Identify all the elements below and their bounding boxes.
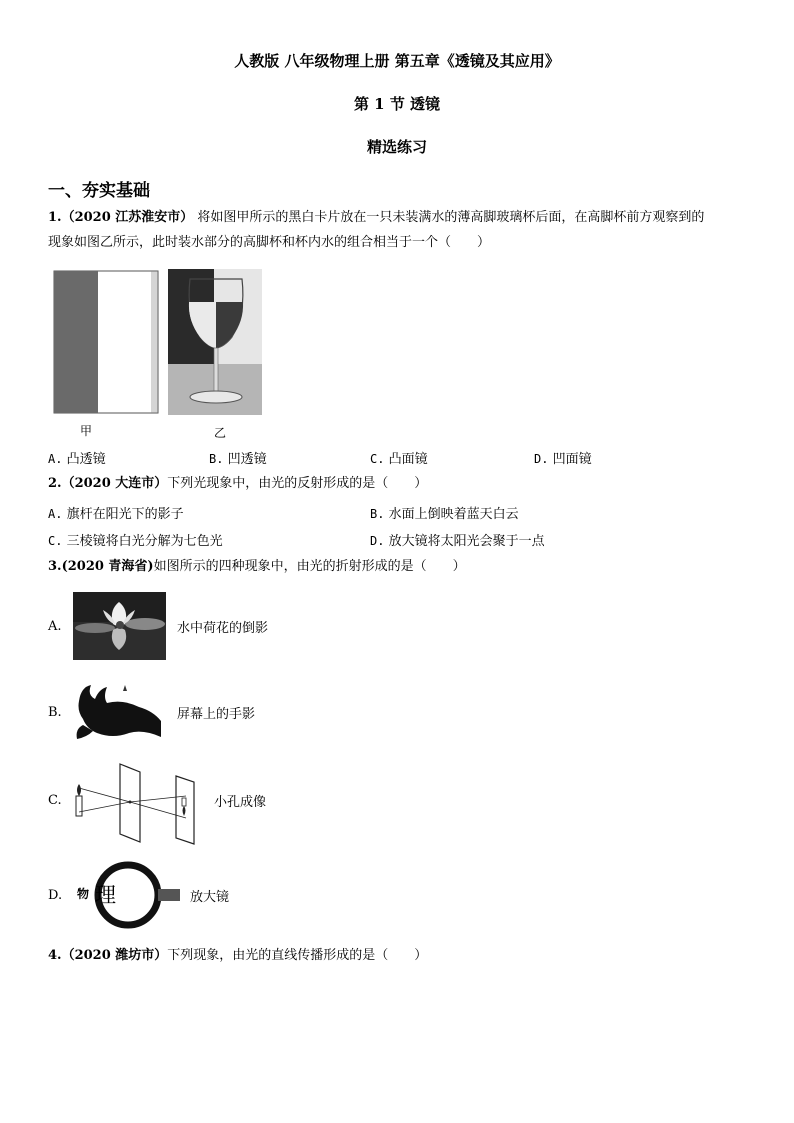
- question-text-line2: 现象如图乙所示，此时装水部分的高脚杯和杯内水的组合相当于一个（ ）: [48, 235, 491, 250]
- q3-option-b-letter[interactable]: B.: [48, 705, 62, 720]
- q1-option-b[interactable]: B. 凹透镜: [209, 452, 267, 467]
- question-number: 4.: [48, 948, 62, 963]
- question-source: （2020 潍坊市）: [61, 948, 168, 963]
- lotus-reflection-image: [73, 592, 166, 660]
- figure-card: [53, 270, 159, 414]
- q3-option-a-letter[interactable]: A.: [48, 619, 62, 634]
- question-text: 下列现象，由光的直线传播形成的是（ ）: [167, 948, 428, 963]
- magnifier-char-outside: 物: [77, 887, 90, 901]
- question-number: 1.: [48, 210, 62, 225]
- question-number: 2.: [48, 476, 62, 491]
- question-source: (2020 青海省): [61, 559, 154, 574]
- figure-a-label: 甲: [80, 424, 93, 438]
- q3-option-d-text: 放大镜: [190, 890, 230, 905]
- q2-option-c[interactable]: C. 三棱镜将白光分解为七色光: [48, 534, 223, 549]
- question-text: 如图所示的四种现象中，由光的折射形成的是（ ）: [153, 559, 466, 574]
- q3-option-d-letter[interactable]: D.: [48, 888, 63, 903]
- q1-option-c[interactable]: C. 凸面镜: [370, 452, 428, 467]
- question-source: （2020 大连市）: [61, 476, 168, 491]
- q3-option-c-letter[interactable]: C.: [48, 793, 62, 808]
- q1-option-d[interactable]: D. 凹面镜: [534, 452, 592, 467]
- page-title: 人教版 八年级物理上册 第五章《透镜及其应用》: [234, 52, 560, 70]
- q3-option-b-text: 屏幕上的手影: [177, 707, 256, 722]
- question-1: [48, 205, 753, 255]
- question-number: 3.: [48, 559, 62, 574]
- q1-option-a[interactable]: A. 凸透镜: [48, 452, 106, 467]
- q3-option-a-text: 水中荷花的倒影: [177, 621, 269, 636]
- question-source: （2020 江苏淮安市）: [61, 210, 194, 225]
- pinhole-imaging-image: [70, 762, 212, 846]
- q2-option-a[interactable]: A. 旗杆在阳光下的影子: [48, 507, 184, 522]
- question-text-line1: 将如图甲所示的黑白卡片放在一只未装满水的薄高脚玻璃杯后面，在高脚杯前方观察到的: [193, 210, 705, 225]
- q2-option-d[interactable]: D. 放大镜将太阳光会聚于一点: [370, 534, 545, 549]
- subtitle: 精选练习: [366, 138, 427, 156]
- figure-b-label: 乙: [214, 426, 227, 440]
- magnifier-char-inside: 理: [95, 883, 116, 907]
- section-title: 第 1 节 透镜: [353, 95, 441, 113]
- question-3: [48, 554, 753, 579]
- question-4: [48, 943, 753, 968]
- q2-option-b[interactable]: B. 水面上倒映着蓝天白云: [370, 507, 519, 522]
- question-2: [48, 471, 753, 496]
- part-heading: 一、夯实基础: [48, 181, 150, 201]
- q3-option-c-text: 小孔成像: [214, 795, 267, 810]
- question-text: 下列光现象中，由光的反射形成的是（ ）: [167, 476, 428, 491]
- hand-shadow-image: [73, 677, 163, 743]
- figure-wine-glass: [168, 269, 262, 415]
